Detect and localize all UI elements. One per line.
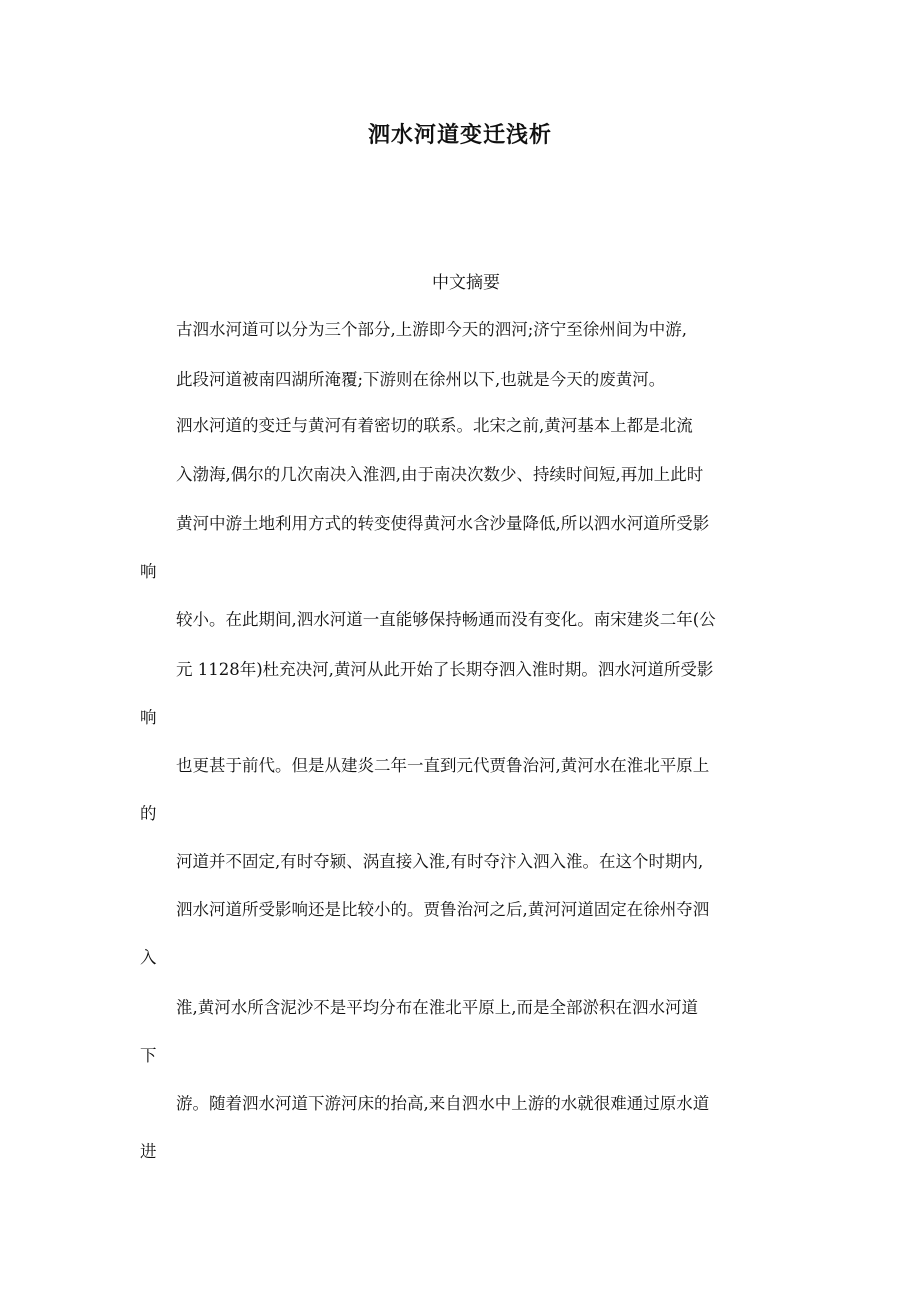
document-title: 泗水河道变迁浅析 (367, 122, 552, 148)
abstract-line: 也更甚于前代。但是从建炎二年一直到元代贾鲁治河,黄河水在淮北平原上 (176, 756, 710, 775)
abstract-line: 泗水河道的变迁与黄河有着密切的联系。北宋之前,黄河基本上都是北流 (176, 416, 693, 435)
abstract-line: 淮,黄河水所含泥沙不是平均分布在淮北平原上,而是全部淤积在泗水河道 (176, 998, 698, 1017)
abstract-line-wrap: 响 (140, 562, 157, 581)
abstract-line: 元 1128年)杜充决河,黄河从此开始了长期夺泗入淮时期。泗水河道所受影 (176, 660, 714, 679)
abstract-line: 此段河道被南四湖所淹覆;下游则在徐州以下,也就是今天的废黄河。 (176, 370, 666, 389)
abstract-line-wrap: 下 (140, 1046, 157, 1065)
abstract-line-wrap: 响 (140, 708, 157, 727)
abstract-line: 入渤海,偶尔的几次南决入淮泗,由于南决次数少、持续时间短,再加上此时 (176, 465, 704, 484)
abstract-heading: 中文摘要 (432, 273, 500, 293)
abstract-line: 较小。在此期间,泗水河道一直能够保持畅通而没有变化。南宋建炎二年(公 (176, 610, 716, 629)
abstract-line: 河道并不固定,有时夺颍、涡直接入淮,有时夺汴入泗入淮。在这个时期内, (176, 852, 704, 871)
abstract-line: 古泗水河道可以分为三个部分,上游即今天的泗河;济宁至徐州间为中游, (176, 320, 688, 339)
abstract-line: 黄河中游土地利用方式的转变使得黄河水含沙量降低,所以泗水河道所受影 (176, 514, 710, 533)
abstract-line-wrap: 入 (140, 948, 157, 967)
abstract-line: 泗水河道所受影响还是比较小的。贾鲁治河之后,黄河河道固定在徐州夺泗 (176, 900, 710, 919)
abstract-line-wrap: 的 (140, 804, 157, 823)
abstract-line-wrap: 进 (140, 1142, 157, 1161)
abstract-line: 游。随着泗水河道下游河床的抬高,来自泗水中上游的水就很难通过原水道 (176, 1094, 710, 1113)
